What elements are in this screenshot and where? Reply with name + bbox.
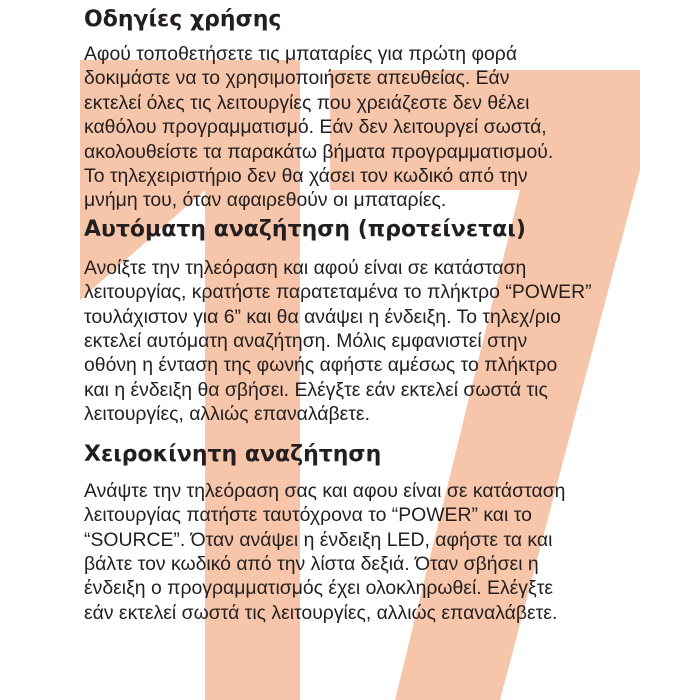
document-content [84,6,684,625]
section-body-manual-search: Ανάψτε την τηλεόραση σας και αφου είναι σε κατάσταση λειτουργίας πατήστε ταυτόχρονα το “POWER” και το “SOURCE”. Όταν ανάψει η ένδειξη LED, αφήστε τα και βάλτε τον κωδικό από την λίστα δεξιά. Όταν σβήσει η ένδειξη ο προγραμματισμός έχει ολοκληρωθεί. Ελέγξτε εάν εκτελεί σωστά τις λειτουργίες, αλλιώς επαναλάβετε. [84,479,566,624]
section-title-manual-search: Χειροκίνητη αναζήτηση [84,441,382,467]
section-body-automatic-search: Ανοίξτε την τηλεόραση και αφού είναι σε κατάσταση λειτουργίας, κρατήστε παρατεταμένα το πλήκτρο “POWER” τουλάχιστον για 6” και θα ανάψει η ένδειξη. Το τηλεχ/ριο εκτελεί αυτόματη αναζήτηση. Μόλις εμφανιστεί στην οθόνη η ένταση της φωνής αφήστε αμέσως το πλήκτρο και η ένδειξη θα σβήσει. Ελέγξτε εάν εκτελεί σωστά τις λειτουργίες, αλλιώς επαναλάβετε. [84,256,592,426]
section-title-automatic-search: Αυτόματη αναζήτηση (προτείνεται) [84,216,526,242]
section-title-usage-instructions: Οδηγίες χρήσης [84,7,282,32]
section-body-usage-instructions: Αφού τοποθετήσετε τις μπαταρίες για πρώτη φορά δοκιμάστε να το χρησιμοποιήσετε απευθείας. Εάν εκτελεί όλες τις λειτουργίες που χρειάζεστε δεν θέλει καθόλου προγραμματισμό. Εάν δεν λειτουργεί σωστά, ακολουθείστε τα παρακάτω βήματα προγραμματισμού. Το τηλεχειριστήριο δεν θα χάσει τον κωδικό από την μνήμη του, όταν αφαιρεθούν οι μπαταρίες. [84,43,554,212]
